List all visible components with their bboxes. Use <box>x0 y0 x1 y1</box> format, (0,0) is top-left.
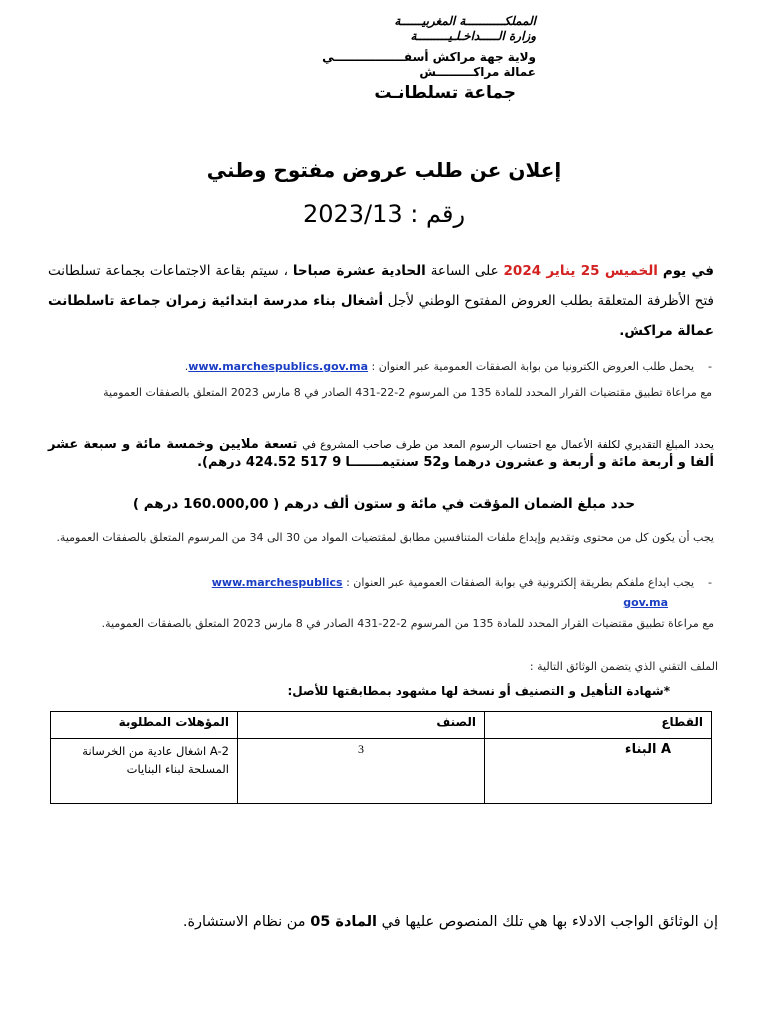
closing-line <box>50 914 718 930</box>
cell-qualifications: A-2 اشغال عادية من الخرسانة المسلحة لبناء البنايات <box>51 739 238 804</box>
col-qualifications: المؤهلات المطلوبة <box>51 712 238 739</box>
table-row <box>51 739 712 804</box>
content-paragraph: يجب أن يكون كل من محتوى وتقديم وإيداع ملفات المتنافسين مطابق لمقتضيات المواد من 30 الى 34 من المرسوم المتعلق بالصفقات العمومية. <box>56 531 714 544</box>
project-object: أشغال بناء مدرسة ابتدائية زمران جماعة تاسلطانت عمالة مراكش. <box>48 293 714 339</box>
ministry-label: وزارة الـــــداخـلـيـــــــــة <box>410 29 536 43</box>
portal-link-part2[interactable]: gov.ma <box>623 596 668 609</box>
estimate-lead: يحدد المبلغ التقديري لكلفة الأعمال مع احتساب الرسوم المعد من طرف صاحب المشروع في <box>302 439 714 451</box>
opening-time: الحادية عشرة صباحا <box>292 263 426 279</box>
submit-line <box>212 574 712 592</box>
estimate-words: تسعة ملايين وخمسة مائة و سبعة عشر ألفا و أربعة مائة و أربعة و عشرون درهما و52 سنتيمـــــــا <box>48 437 714 470</box>
table-header-row <box>51 712 712 739</box>
intro-tail: ، سيتم بقاعة الاجتماعات بجماعة تسلطانت فتح الأظرفة المتعلقة بطلب العروض المفتوح الوطني لأجل <box>48 263 714 309</box>
dash: - <box>708 360 712 373</box>
opening-date: الخميس 25 يناير 2024 <box>503 263 658 279</box>
certificate-line: *شهادة التأهيل و التصنيف أو نسخة لها مشهود بمطابقتها للأصل: <box>287 684 670 698</box>
wilaya-label: ولاية جهة مراكش أسفـــــــــــــــــي <box>322 50 536 64</box>
intro-mid: على الساعة <box>430 263 499 279</box>
province-label: عمالة مراكـــــــــش <box>419 65 536 79</box>
cell-sector: A البناء <box>485 739 712 804</box>
opening-paragraph <box>48 256 714 346</box>
cell-class: 3 <box>238 739 485 804</box>
closing-tail: من نظام الاستشارة. <box>182 914 306 930</box>
announcement-number: رقم : 2023/13 <box>302 200 466 228</box>
closing-lead: إن الوثائق الواجب الادلاء بها هي تلك المنصوص عليها في <box>381 914 718 930</box>
estimate-digits: 9 517 424.52 درهم). <box>197 455 342 470</box>
period: . <box>184 360 189 373</box>
qualification-table <box>50 711 712 804</box>
estimate-paragraph <box>48 436 714 472</box>
download-text: يحمل طلب العروض الكترونيا من بوابة الصفقات العمومية عبر العنوان : <box>371 360 695 373</box>
guarantee-line: حدد مبلغ الضمان المؤقت في مائة و ستون ألف درهم ( 160.000,00 درهم ) <box>132 496 636 512</box>
portal-link[interactable]: www.marchespublics.gov.ma <box>188 360 368 373</box>
dash: - <box>708 576 712 589</box>
download-line <box>52 354 712 380</box>
letterhead <box>276 14 536 104</box>
announcement-title: إعلان عن طلب عروض مفتوح وطني <box>206 158 562 182</box>
col-class: الصنف <box>238 712 485 739</box>
portal-link-part1[interactable]: www.marchespublics <box>211 576 343 589</box>
submit-text: يجب ايداع ملفكم بطريقة إلكترونية في بوابة الصفقات العمومية عبر العنوان : <box>346 576 695 589</box>
decree-paragraph-1: مع مراعاة تطبيق مقتضيات القرار المحدد للمادة 135 من المرسوم 2-22-431 الصادر في 8 مارس 2023 المتعلق بالصفقات العمومية <box>103 386 712 399</box>
kingdom-label: المملكـــــــــــة المغربيــــــة <box>394 14 536 28</box>
tech-file-line: الملف التقني الذي يتضمن الوثائق التالية : <box>529 660 718 673</box>
intro-lead: في يوم <box>662 263 715 279</box>
commune-label: جماعة تسلطانـت <box>374 83 516 103</box>
col-sector: القطاع <box>485 712 712 739</box>
submit-link-cont <box>623 596 668 609</box>
decree-paragraph-2: مع مراعاة تطبيق مقتضيات القرار المحدد للمادة 135 من المرسوم 2-22-431 الصادر في 8 مارس 2023 المتعلق بالصفقات العمومية. <box>101 617 714 630</box>
closing-article: المادة 05 <box>310 914 378 930</box>
